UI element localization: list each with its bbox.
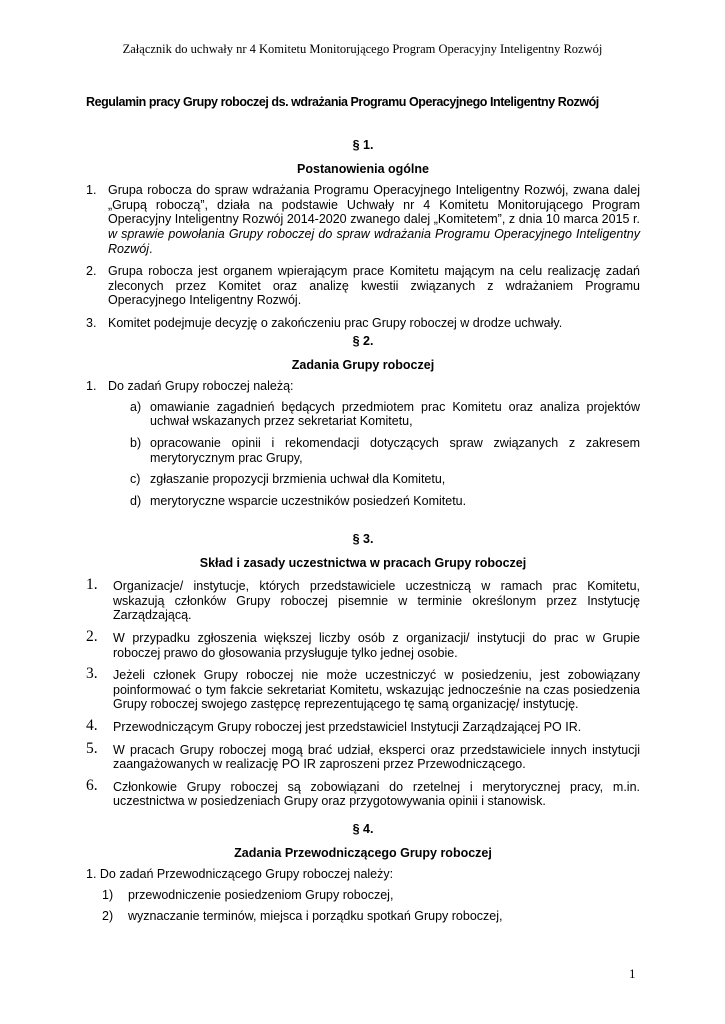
- item-number: 1.: [86, 183, 97, 198]
- section-2: [86, 334, 640, 515]
- list-item: [86, 716, 640, 735]
- sub-item-text: omawianie zagadnień będących przedmiotem prac Komitetu oraz analiza projektów uchwał wskazanych przez sekretariat Komitetu,: [150, 399, 640, 429]
- item-text: Przewodniczącym Grupy roboczej jest przedstawiciel Instytucji Zarządzającej PO IR.: [113, 719, 582, 734]
- item-text: Do zadań Grupy roboczej należą:: [108, 379, 294, 394]
- item-text: W pracach Grupy roboczej mogą brać udział, eksperci oraz przedstawiciele innych instytucji zaangażowanych w realizację PO IR zaproszeni przez Przewodniczącego.: [113, 742, 640, 772]
- sub-item: [108, 472, 640, 487]
- item-number: 5.: [86, 739, 98, 757]
- item-number: 3.: [86, 665, 98, 683]
- page-header: Załącznik do uchwały nr 4 Komitetu Monitorującego Program Operacyjny Inteligentny Rozwój: [122, 42, 603, 56]
- sub-item-text: wyznaczanie terminów, miejsca i porządku spotkań Grupy roboczej,: [128, 909, 503, 924]
- item-text: Komitet podejmuje decyzję o zakończeniu prac Grupy roboczej w drodze uchwały.: [108, 315, 563, 330]
- sub-item-text: przewodniczenie posiedzeniom Grupy roboczej,: [128, 887, 394, 902]
- list-item: [86, 576, 640, 623]
- item-text: Grupa robocza do spraw wdrażania Programu Operacyjnego Inteligentny Rozwój, zwana dalej „Grupą roboczą”, działa na podstawie Uchwały nr 4 Komitetu Monitorującego Program Operacyjny Inteligentny Rozwój 2014-2020 zwanego dalej „Komitetem”, z dnia 10 marca 2015 r.: [108, 183, 640, 227]
- item-number: 2.: [86, 627, 98, 645]
- section-number: § 1.: [352, 138, 374, 152]
- sub-item-letter: b): [130, 435, 142, 450]
- sub-item: [108, 436, 640, 465]
- sub-item-number: 1): [102, 887, 114, 902]
- page-number: 1: [629, 966, 636, 981]
- sub-item-text: merytoryczne wsparcie uczestników posiedzeń Komitetu.: [150, 493, 467, 508]
- item-number: 1.: [86, 576, 98, 594]
- list-item: [86, 627, 640, 660]
- list-item: [86, 264, 640, 308]
- section-heading: Zadania Przewodniczącego Grupy roboczej: [234, 845, 492, 860]
- item-text: Jeżeli członek Grupy roboczej nie może uczestniczyć w posiedzeniu, jest zobowiązany poinformować o tym fakcie sekretariat Komitetu, wskazując jednocześnie na czas posiedzenia Grupy roboczej swojego zastępcę reprezentującego tę samą organizację/ instytucję.: [113, 668, 640, 712]
- list-item: [86, 776, 640, 809]
- list-item: [86, 316, 640, 331]
- section-intro: 1. Do zadań Przewodniczącego Grupy roboczej należy:: [86, 867, 394, 882]
- section-number: § 3.: [352, 532, 374, 546]
- sub-item-letter: d): [130, 493, 142, 508]
- item-number: 1.: [86, 379, 97, 394]
- section-heading: Postanowienia ogólne: [297, 161, 429, 176]
- sub-item: [108, 400, 640, 429]
- document-title: Regulamin pracy Grupy roboczej ds. wdrażania Programu Operacyjnego Inteligentny Rozwój: [86, 95, 599, 109]
- item-text: W przypadku zgłoszenia większej liczby osób z organizacji/ instytucji do prac w Grupie roboczej prawo do głosowania przysługuje tylko jednej osobie.: [113, 630, 640, 660]
- list-item: [86, 183, 640, 256]
- section-3: [86, 532, 640, 817]
- list-item: [86, 379, 640, 394]
- sub-item-text: zgłaszanie propozycji brzmienia uchwał dla Komitetu,: [150, 472, 446, 487]
- list-item: [86, 739, 640, 772]
- sub-item-letter: a): [130, 399, 142, 414]
- item-end: .: [149, 241, 153, 256]
- sub-item: [108, 494, 640, 509]
- item-number: 2.: [86, 264, 97, 279]
- sub-item-number: 2): [102, 909, 114, 924]
- item-text: Członkowie Grupy roboczej są zobowiązani do rzetelnej i merytorycznej pracy, m.in. uczestnictwa w posiedzeniach Grupy oraz przygotowywania opinii i stanowisk.: [113, 779, 640, 809]
- sub-item-text: opracowanie opinii i rekomendacji dotyczących spraw związanych z zakresem merytorycznym prac Grupy,: [150, 435, 640, 465]
- section-heading: Skład i zasady uczestnictwa w pracach Grupy roboczej: [199, 555, 527, 570]
- section-1: [86, 138, 640, 339]
- section-4: [86, 822, 640, 931]
- item-number: 6.: [86, 776, 98, 794]
- item-text: Grupa robocza jest organem wpierającym prace Komitetu mającym na celu realizację zadań zleconych przez Komitet oraz analizę kwestii związanych z wdrażaniem Programu Operacyjnego Inteligentny Rozwój.: [108, 264, 640, 308]
- item-number: 4.: [86, 716, 98, 734]
- section-number: § 4.: [352, 822, 374, 836]
- sub-item-letter: c): [130, 472, 141, 487]
- sub-item: [88, 888, 640, 903]
- section-heading: Zadania Grupy roboczej: [291, 357, 435, 372]
- item-italic-text: w sprawie powołania Grupy roboczej do spraw wdrażania Programu Operacyjnego Inteligentny Rozwój: [108, 226, 640, 256]
- list-item: [86, 665, 640, 712]
- section-number: § 2.: [352, 334, 374, 348]
- item-number: 3.: [86, 315, 97, 330]
- item-text: Organizacje/ instytucje, których przedstawiciele uczestniczą w ramach prac Komitetu, wskazują członków Grupy roboczej pisemnie w terminie określonym przez Instytucję Zarządzającą.: [113, 579, 640, 623]
- sub-item: [88, 909, 640, 924]
